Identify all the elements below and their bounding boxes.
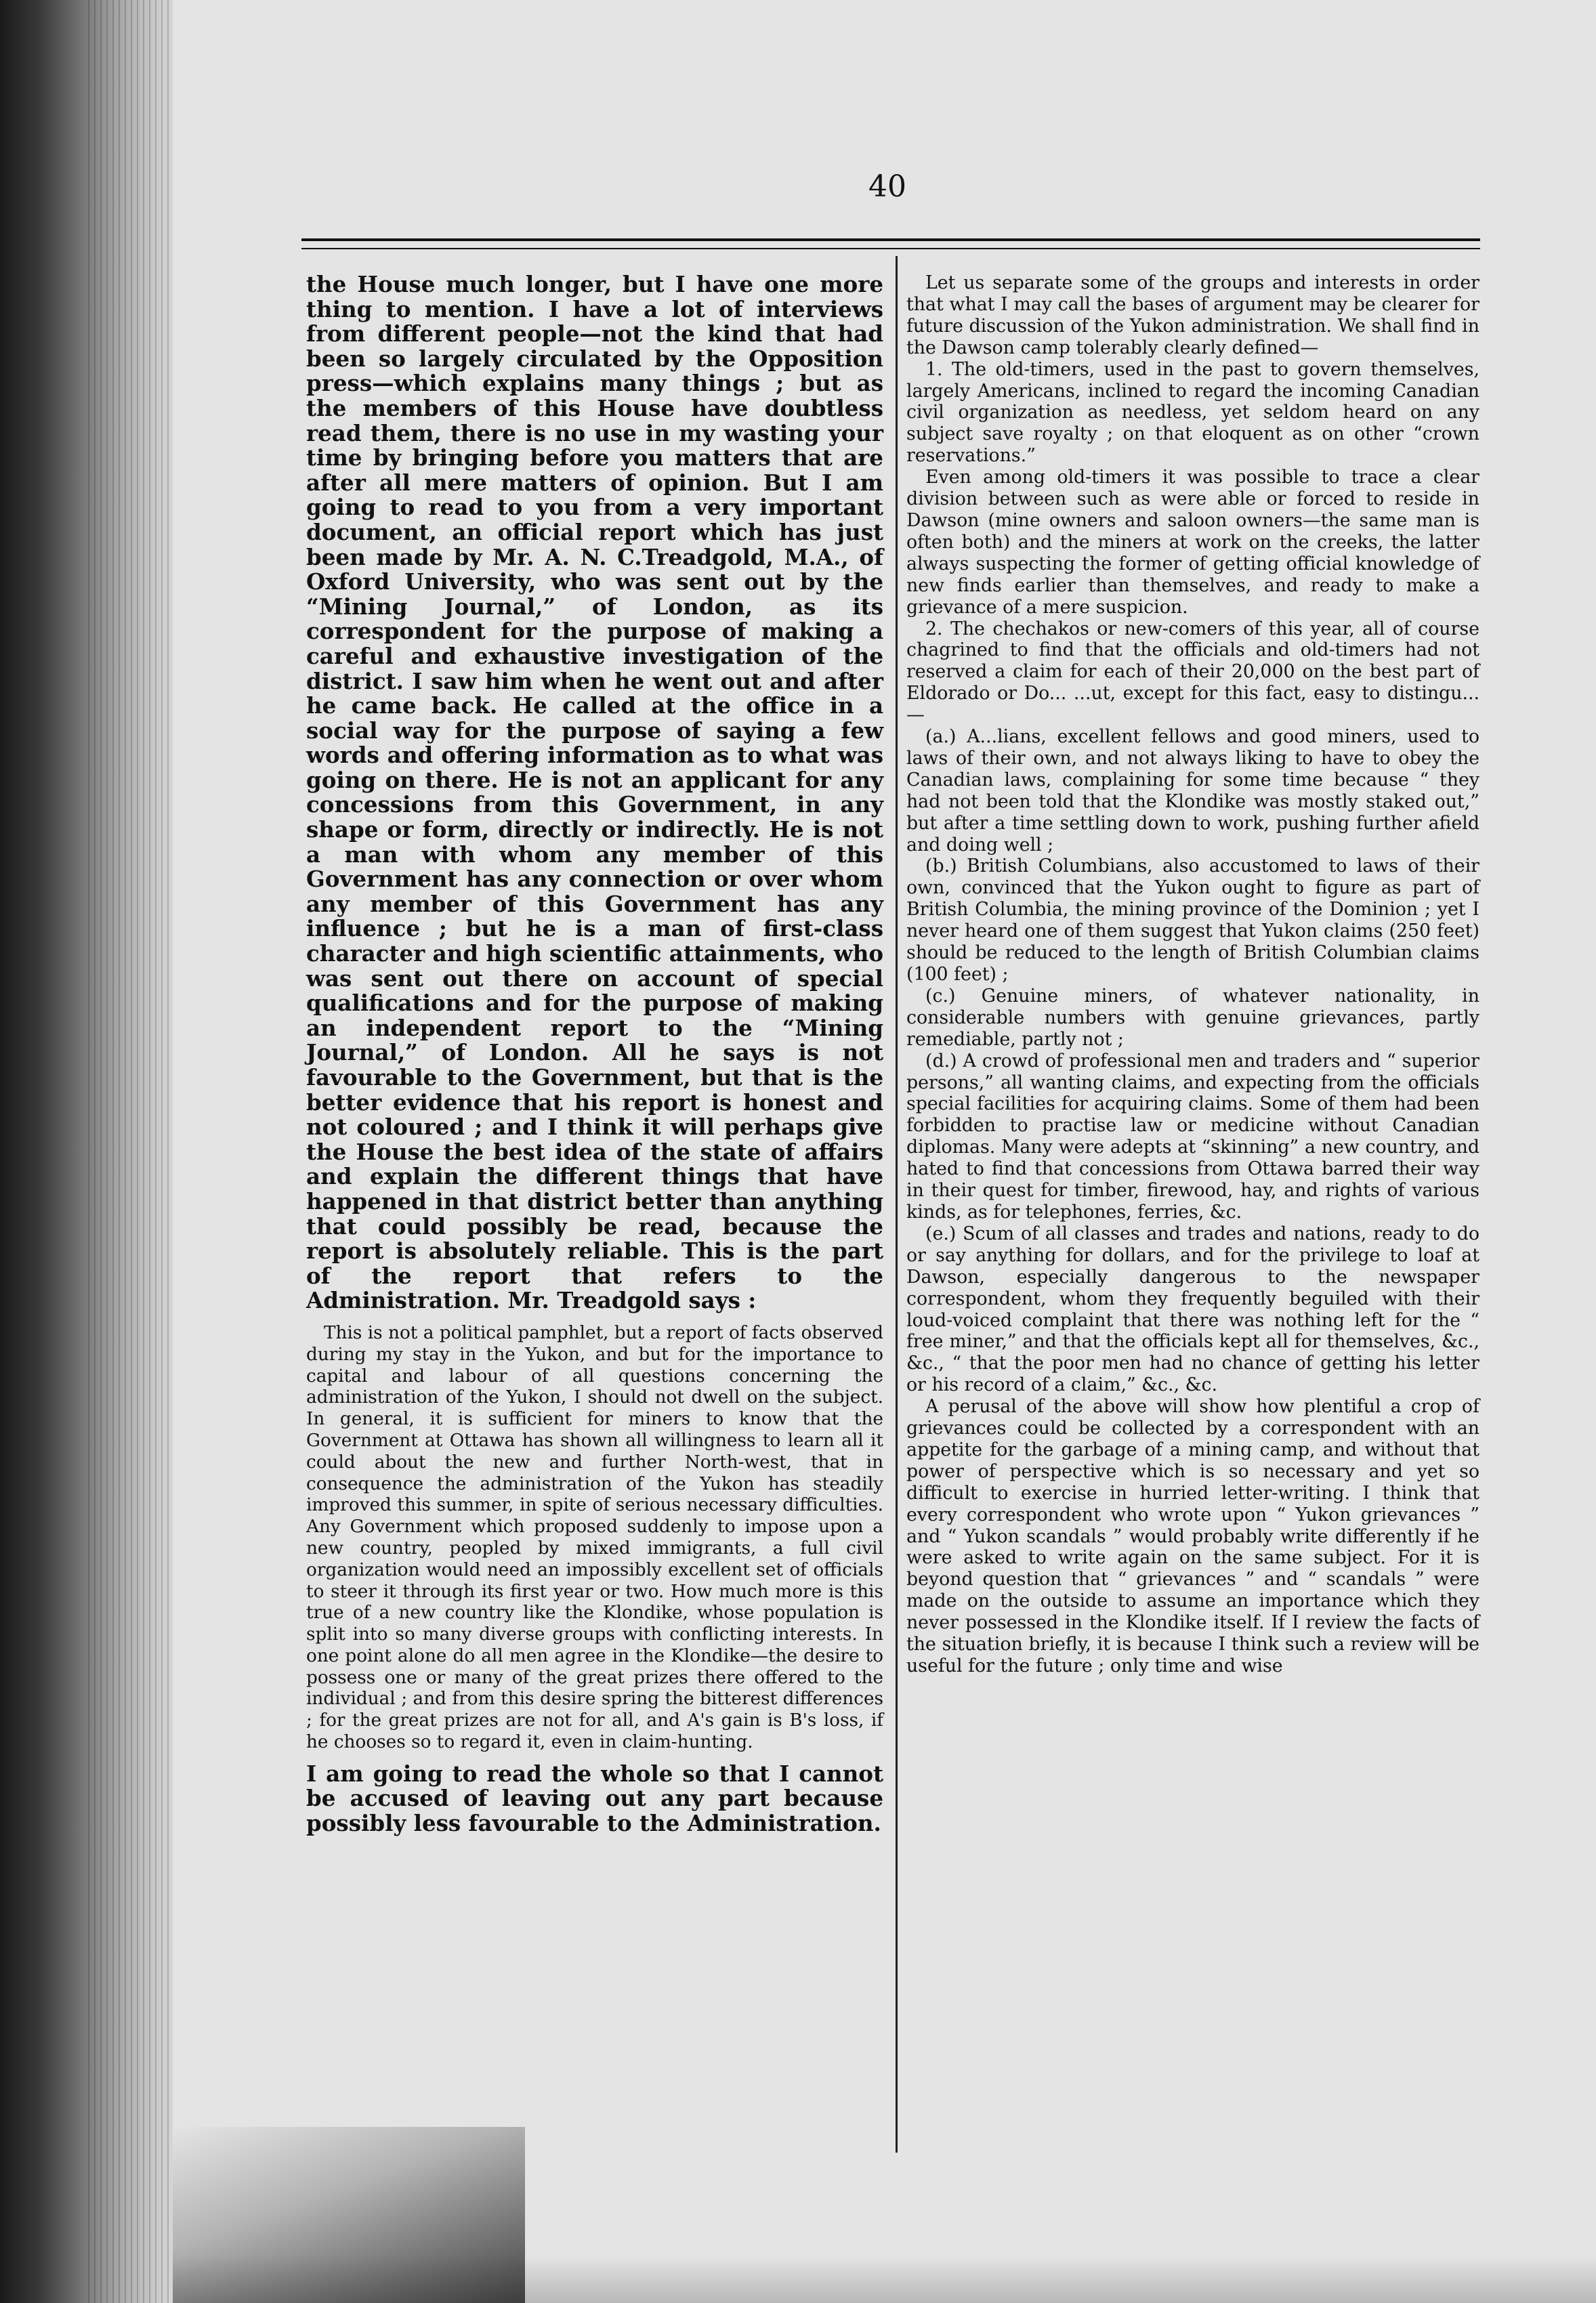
page-number: 40 xyxy=(868,169,906,204)
report-paragraph: Let us separate some of the groups and interests in order that what I may call the bases of argument may be clearer for future discussion of the Yukon administration. We shall find in the Dawson camp tolerably clearly defined— xyxy=(906,272,1479,358)
left-column xyxy=(306,272,883,1836)
report-paragraph: A perusal of the above will show how plentiful a crop of grievances could be collected by a correspondent with an appetite for the garbage of a mining camp, and without that power of perspective which is so necessary and yet so difficult to exercise in hurried letter-writing. I think that every correspondent who wrote upon “ Yukon grievances ” and “ Yukon scandals ” would probably write differently if he were asked to write again on the same subject. For it is beyond question that “ grievances ” and “ scandals ” were made on the outside to assume an importance which they never possessed in the Klondike itself. If I review the facts of the situation briefly, it is because I think such a review will be useful for the future ; only time and wise xyxy=(906,1396,1479,1676)
speech-paragraph: the House much longer, but I have one more thing to mention. I have a lot of interviews from different people—not the kind that had been so largely circulated by the Opposition press—which explains many things ; but as the members of this House have doubtless read them, there is no use in my wasting your time by bringing before you matters that are after all mere matters of opinion. But I am going to read to you from a very important document, an official report which has just been made by Mr. A. N. C.Treadgold, M.A., of Oxford University, who was sent out by the “Mining Journal,” of London, as its correspondent for the purpose of making a careful and exhaustive investigation of the district. I saw him when he went out and after he came back. He called at the office in a social way for the purpose of saying a few words and offering information as to what was going on there. He is not an applicant for any concessions from this Government, in any shape or form, directly or indirectly. He is not a man with whom any member of this Government has any connection or over whom any member of this Government has any influence ; but he is a man of first-class character and high scientific attainments, who was sent out there on account of special qualifications and for the purpose of making an independent report to the “Mining Journal,” of London. All he says is not favourable to the Government, but that is the better evidence that his report is honest and not coloured ; and I think it will perhaps give the House the best idea of the state of affairs and explain the different things that have happened in that district better than anything that could possibly be read, because the report is absolutely reliable. This is the part of the report that refers to the Administration. Mr. Treadgold says : xyxy=(306,271,883,1314)
report-paragraph: (b.) British Columbians, also accustomed to laws of their own, convinced that the Yukon ought to figure as part of British Columbia, the mining province of the Dominion ; yet I never heard one of them suggest that Yukon claims (250 feet) should be reduced to the length of British Columbian claims (100 feet) ; xyxy=(906,855,1479,985)
report-paragraph: (a.) A...lians, excellent fellows and good miners, used to laws of their own, and not always liking to have to obey the Canadian laws, complaining for some time because “ they had not been told that the Klondike was mostly staked out,” but after a time settling down to work, pushing further afield and doing well ; xyxy=(906,726,1479,855)
report-paragraph: 2. The chechakos or new-comers of this year, all of course chagrined to find that the officials and old-timers had not reserved a claim for each of their 20,000 on the best part of Eldorado or Do... ...ut, except for this fact, easy to distingu...— xyxy=(906,618,1479,726)
report-paragraph: Even among old-timers it was possible to trace a clear division between such as were able or forced to reside in Dawson (mine owners and saloon owners—the same man is often both) and the miners at work on the creeks, the latter always suspecting the former of getting official knowledge of new finds earlier than themselves, and ready to make a grievance of a mere suspicion. xyxy=(906,467,1479,618)
speech-closing: I am going to read the whole so that I cannot be accused of leaving out any part because possibly less favourable to the Administration. xyxy=(306,1760,883,1837)
report-paragraph: (d.) A crowd of professional men and traders and “ superior persons,” all wanting claims, and expecting from the officials special facilities for acquiring claims. Some of them had been forbidden to practise law or medicine without Canadian diplomas. Many were adepts at “skinning” a new country, and hated to find that concessions from Ottawa barred their way in their quest for timber, firewood, hay, and rights of various kinds, as for telephones, ferries, &c. xyxy=(906,1050,1479,1223)
header-rule xyxy=(301,238,1480,241)
report-paragraph: 1. The old-timers, used in the past to govern themselves, largely Americans, inclined to regard the incoming Canadian civil organization as needless, yet seldom heard on any subject save royalty ; on that eloquent as on other “crown reservations.” xyxy=(906,358,1479,467)
page-edge-lines xyxy=(88,0,176,2303)
quoted-report: This is not a political pamphlet, but a report of facts observed during my stay in the Yukon, and but for the importance to capital and labour of all questions concerning the administration of the Yukon, I should not dwell on the subject. In general, it is sufficient for miners to know that the Government at Ottawa has shown all willingness to learn all it could about the new and further North-west, that in consequence the administration of the Yukon has steadily improved this summer, in spite of serious necessary difficulties. Any Government which proposed suddenly to impose upon a new country, peopled by mixed immigrants, a full civil organization would need an impossibly excellent set of officials to steer it through its first year or two. How much more is this true of a new country like the Klondike, whose population is split into so many diverse groups with conflicting interests. In one point alone do all men agree in the Klondike—the desire to possess one or many of the great prizes there offered to the individual ; and from this desire spring the bitterest differences ; for the great prizes are not for all, and A's gain is B's loss, if he chooses so to regard it, even in claim-hunting. xyxy=(306,1322,883,1753)
page-corner-fold xyxy=(173,2127,525,2303)
column-divider xyxy=(896,256,898,2153)
right-column xyxy=(906,272,1479,1677)
report-paragraph: (c.) Genuine miners, of whatever nationality, in considerable numbers with genuine grievances, partly remediable, partly not ; xyxy=(906,985,1479,1050)
header-rule-thin xyxy=(301,248,1480,249)
report-paragraph: (e.) Scum of all classes and trades and nations, ready to do or say anything for dollars, and for the privilege to loaf at Dawson, especially dangerous to the newspaper correspondent, whom they frequently beguiled with their loud-voiced complaint that there was nothing left for the “ free miner,” and that the officials kept all for themselves, &c., &c., “ that the poor men had no chance of getting his letter or his record of a claim,” &c., &c. xyxy=(906,1223,1479,1396)
